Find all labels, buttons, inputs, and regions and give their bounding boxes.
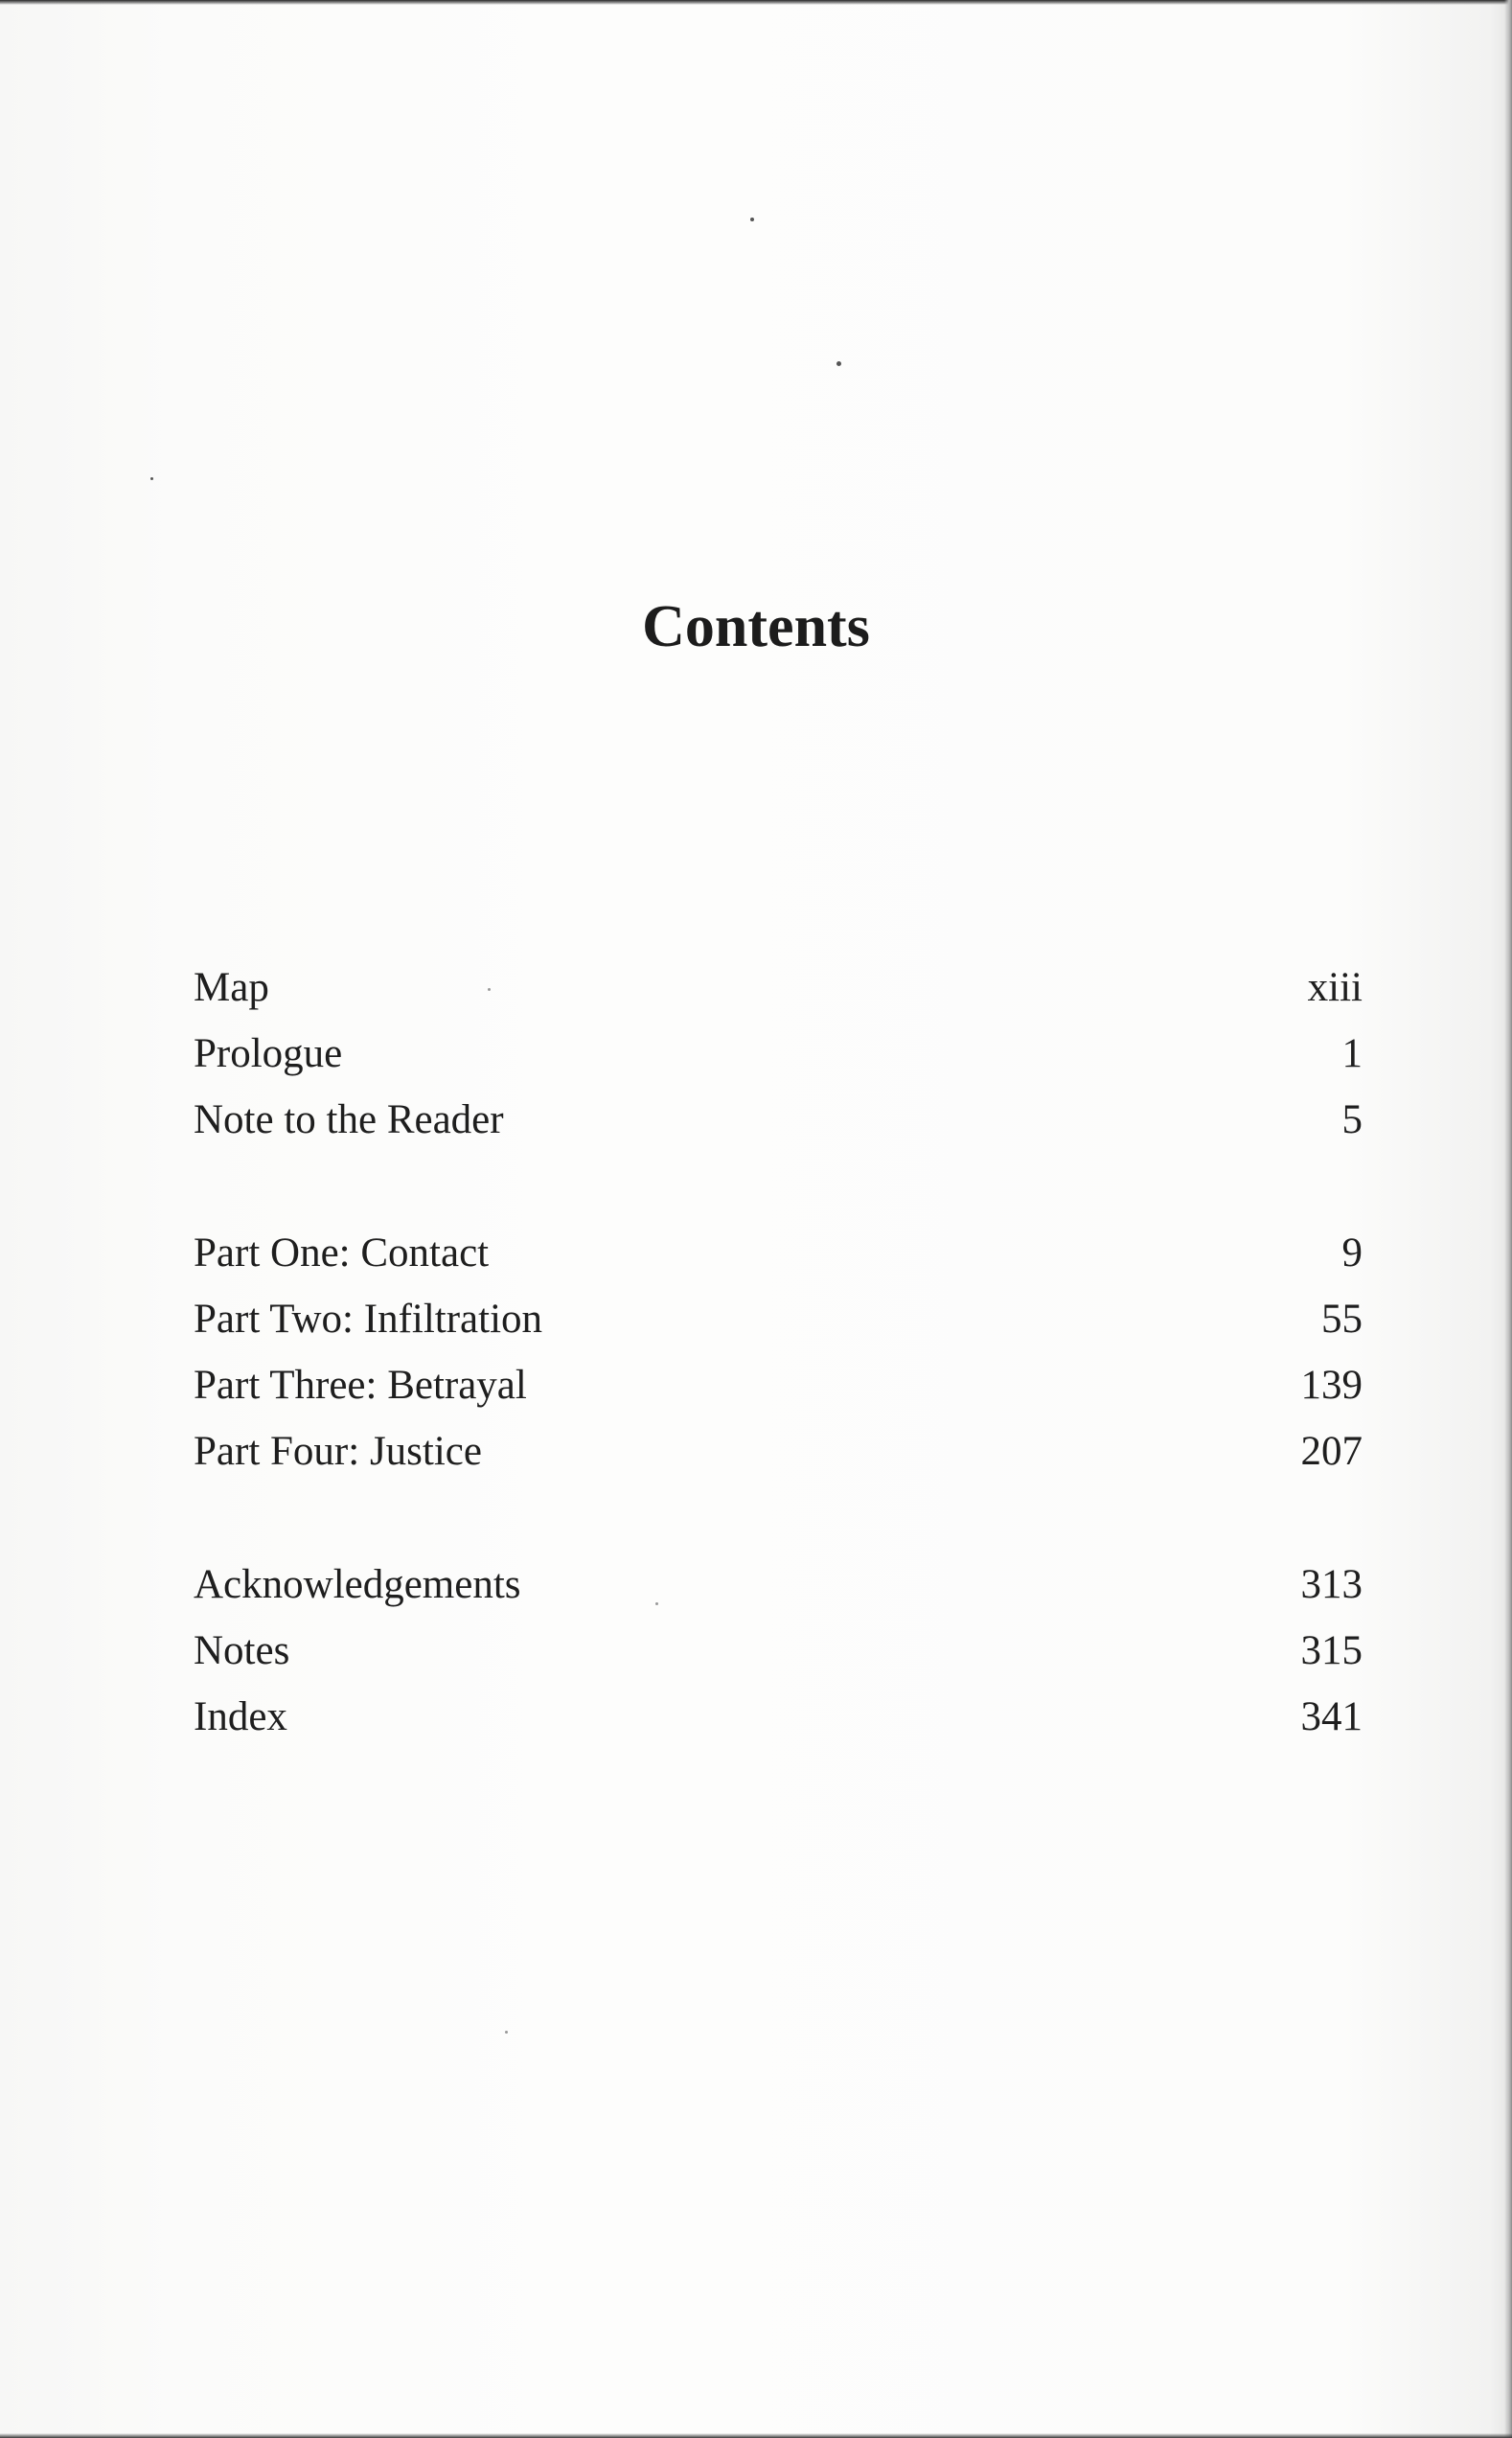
paper-speck xyxy=(836,361,841,366)
page-title: Contents xyxy=(642,593,870,659)
toc-entry xyxy=(194,1286,1363,1352)
table-of-contents xyxy=(194,954,1363,1750)
toc-entry-title: Part Three: Betrayal xyxy=(194,1363,527,1408)
toc-entry xyxy=(194,954,1363,1021)
toc-section-spacer xyxy=(194,1153,1363,1220)
toc-entry-title: Part Two: Infiltration xyxy=(194,1297,543,1342)
toc-entry-title: Prologue xyxy=(194,1031,343,1076)
toc-entry-page: 55 xyxy=(1321,1297,1363,1342)
toc-entry-title: Acknowledgements xyxy=(194,1562,521,1607)
toc-entry-page: xiii xyxy=(1307,965,1363,1010)
toc-entry-page: 341 xyxy=(1300,1694,1363,1739)
toc-entry-page: 315 xyxy=(1300,1628,1363,1673)
toc-entry xyxy=(194,1021,1363,1087)
page-right-edge xyxy=(1504,0,1512,2438)
toc-entry-title: Part One: Contact xyxy=(194,1230,490,1276)
toc-entry-title: Notes xyxy=(194,1628,290,1673)
toc-entry-page: 5 xyxy=(1341,1097,1363,1142)
toc-entry-page: 313 xyxy=(1300,1562,1363,1607)
toc-entry-title: Note to the Reader xyxy=(194,1097,504,1142)
toc-entry-title: Index xyxy=(194,1694,287,1739)
page-top-edge xyxy=(0,0,1512,5)
toc-entry-title: Part Four: Justice xyxy=(194,1429,482,1474)
toc-section-spacer xyxy=(194,1484,1363,1552)
paper-speck xyxy=(150,477,153,480)
toc-entry xyxy=(194,1220,1363,1286)
paper-speck xyxy=(750,218,754,221)
toc-entry xyxy=(194,1418,1363,1484)
toc-entry xyxy=(194,1352,1363,1418)
toc-entry-title: Map xyxy=(194,965,269,1010)
toc-entry xyxy=(194,1684,1363,1750)
toc-entry-page: 9 xyxy=(1341,1230,1363,1276)
toc-entry-page: 207 xyxy=(1300,1429,1363,1474)
toc-entry-page: 139 xyxy=(1300,1363,1363,1408)
toc-entry xyxy=(194,1552,1363,1618)
paper-speck xyxy=(505,2031,508,2034)
toc-entry xyxy=(194,1618,1363,1684)
toc-entry xyxy=(194,1087,1363,1153)
page-bottom-edge xyxy=(0,2433,1512,2438)
toc-entry-page: 1 xyxy=(1341,1031,1363,1076)
